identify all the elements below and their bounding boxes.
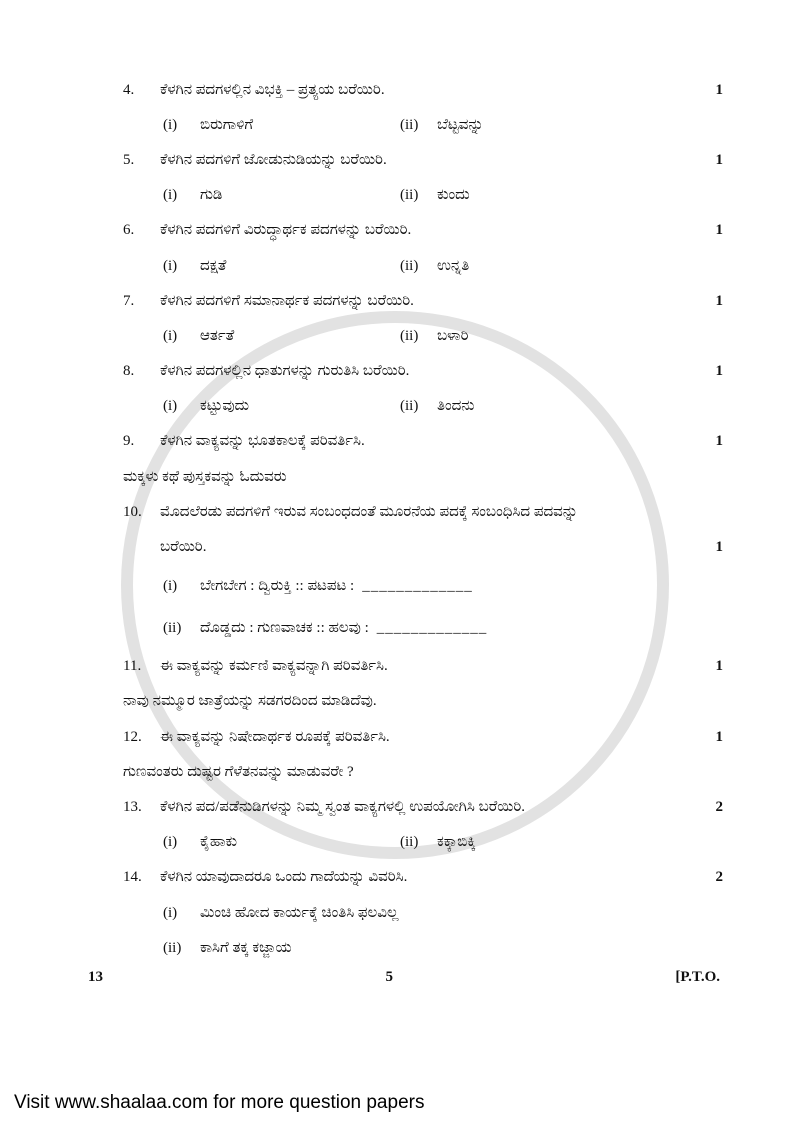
option-text: ಬಿರುಗಾಳಿಗೆ (200, 116, 254, 133)
item-label: (ii) (163, 939, 182, 956)
option-label: (i) (163, 398, 178, 415)
option-text: ಕೈಹಾಕು (200, 834, 238, 851)
question-number: 10. (123, 503, 142, 520)
question-sentence: ನಾವು ನಮ್ಮೂರ ಜಾತ್ರೆಯನ್ನು ಸಡಗರದಿಂದ ಮಾಡಿದೆವು. (123, 693, 377, 710)
question-row (123, 719, 723, 754)
option-text: ಕುಂದು (437, 187, 470, 204)
item-text: ಬೇಗಬೇಗ : ದ್ವಿರುಕ್ತಿ :: ಪಟಪಟ : (200, 577, 355, 594)
question-marks: 1 (715, 658, 723, 675)
question-number: 13. (123, 798, 142, 815)
question-text: ಈ ವಾಕ್ಯವನ್ನು ನಿಷೇದಾರ್ಥಕ ರೂಪಕ್ಕೆ ಪರಿವರ್ತಿಸಿ. (160, 728, 390, 745)
question-text: ಕೆಳಗಿನ ಪದಗಳಲ್ಲಿನ ಧಾತುಗಳನ್ನು ಗುರುತಿಸಿ ಬರೆಯಿರಿ. (160, 363, 410, 380)
item-label: (ii) (163, 619, 182, 636)
question-text: ಕೆಳಗಿನ ಪದಗಳಿಗೆ ಸಮಾನಾರ್ಥಕ ಪದಗಳನ್ನು ಬರೆಯಿರಿ. (160, 292, 414, 309)
option-label: (i) (163, 187, 178, 204)
question-text: ಕೆಳಗಿನ ಯಾವುದಾದರೂ ಒಂದು ಗಾದೆಯನ್ನು ವಿವರಿಸಿ. (160, 869, 408, 886)
question-number: 7. (123, 292, 135, 309)
item-text: ಮಿಂಚಿ ಹೋದ ಕಾರ್ಯಕ್ಕೆ ಚಿಂತಿಸಿ ಫಲವಿಲ್ಲ (200, 904, 399, 921)
option-text: ಉನ್ನತಿ (437, 257, 470, 274)
question-marks: 1 (715, 433, 723, 450)
options-row (123, 389, 723, 424)
question-marks: 2 (715, 869, 723, 886)
sentence-row (123, 459, 723, 494)
question-marks: 1 (715, 728, 723, 745)
question-number: 14. (123, 869, 142, 886)
question-row-continued (123, 529, 723, 564)
question-number: 8. (123, 363, 135, 380)
option-text: ಬಳಾರಿ (437, 327, 469, 344)
options-row (123, 178, 723, 213)
question-marks: 1 (715, 539, 723, 556)
question-marks: 1 (715, 151, 723, 168)
item-text: ಕಾಸಿಗೆ ತಕ್ಕ ಕಜ್ಜಾಯ (200, 939, 292, 956)
options-row (123, 825, 723, 860)
question-text: ಕೆಳಗಿನ ಪದಗಳಿಗೆ ಜೋಡುನುಡಿಯನ್ನು ಬರೆಯಿರಿ. (160, 151, 387, 168)
option-label: (ii) (400, 398, 419, 415)
question-text: ಕೆಳಗಿನ ಪದಗಳಲ್ಲಿನ ವಿಭಕ್ತಿ – ಪ್ರತ್ಯಯ ಬರೆಯಿರಿ. (160, 81, 385, 98)
question-row (123, 142, 723, 177)
option-label: (i) (163, 834, 178, 851)
question-row (123, 860, 723, 895)
option-label: (ii) (400, 187, 419, 204)
option-label: (i) (163, 116, 178, 133)
question-row (123, 789, 723, 824)
option-label: (ii) (400, 116, 419, 133)
question-sentence: ಗುಣವಂತರು ದುಷ್ಟರ ಗೆಳೆತನವನ್ನು ಮಾಡುವರೇ ? (123, 763, 354, 780)
answer-blank: _____________ (376, 619, 488, 636)
question-row (123, 424, 723, 459)
question-marks: 1 (715, 222, 723, 239)
options-row (123, 248, 723, 283)
question-text: ಕೆಳಗಿನ ಪದಗಳಿಗೆ ವಿರುದ್ಧಾರ್ಥಕ ಪದಗಳನ್ನು ಬರೆಯಿರಿ. (160, 222, 412, 239)
page-number: 5 (385, 969, 393, 986)
page-footer (88, 969, 720, 986)
question-marks: 2 (715, 798, 723, 815)
question-text: ಮೊದಲೆರಡು ಪದಗಳಿಗೆ ಇರುವ ಸಂಬಂಧದಂತೆ ಮೂರನೆಯ ಪದಕ್ಕೆ ಸಂಬಂಧಿಸಿದ ಪದವನ್ನು (160, 503, 578, 520)
question-number: 12. (123, 728, 142, 745)
question-text: ಈ ವಾಕ್ಯವನ್ನು ಕರ್ಮಣಿ ವಾಕ್ಯವನ್ನಾಗಿ ಪರಿವರ್ತಿಸಿ. (160, 658, 388, 675)
option-text: ಆರ್ತತೆ (200, 327, 235, 344)
option-text: ಕಕ್ಕಾಬಿಕ್ಕಿ (437, 834, 476, 851)
question-text: ಕೆಳಗಿನ ವಾಕ್ಯವನ್ನು ಭೂತಕಾಲಕ್ಕೆ ಪರಿವರ್ತಿಸಿ. (160, 433, 365, 450)
item-text: ದೊಡ್ಡದು : ಗುಣವಾಚಕ :: ಹಲವು : (200, 619, 369, 636)
options-row (123, 318, 723, 353)
option-label: (i) (163, 327, 178, 344)
question-number: 9. (123, 433, 135, 450)
sentence-row (123, 684, 723, 719)
question-row (123, 649, 723, 684)
option-text: ಕಟ್ಟುವುದು (200, 398, 250, 415)
question-number: 4. (123, 81, 135, 98)
item-row (123, 895, 723, 930)
pto-label: [P.T.O. (675, 969, 720, 986)
options-row (123, 107, 723, 142)
question-number: 5. (123, 151, 135, 168)
question-number: 6. (123, 222, 135, 239)
question-text-continued: ಬರೆಯಿರಿ. (160, 539, 207, 556)
question-row (123, 354, 723, 389)
question-paper-page (88, 72, 723, 986)
option-text: ಗುಡಿ (200, 187, 223, 204)
paper-code: 13 (88, 969, 103, 986)
option-text: ತಿಂದನು (437, 398, 475, 415)
answer-blank: _____________ (362, 577, 473, 594)
question-row (123, 283, 723, 318)
question-marks: 1 (715, 363, 723, 380)
question-row (123, 494, 723, 529)
question-sentence: ಮಕ್ಕಳು ಕಥೆ ಪುಸ್ತಕವನ್ನು ಓದುವರು (123, 468, 287, 485)
question-row (123, 72, 723, 107)
option-label: (ii) (400, 257, 419, 274)
option-label: (i) (163, 257, 178, 274)
item-row (123, 607, 723, 649)
option-text: ದಕ್ಷತೆ (200, 257, 227, 274)
question-row (123, 213, 723, 248)
item-label: (i) (163, 904, 178, 921)
question-number: 11. (123, 658, 142, 675)
item-row (123, 930, 723, 965)
option-label: (ii) (400, 327, 419, 344)
question-marks: 1 (715, 292, 723, 309)
visit-shaalaa-footer: Visit www.shaalaa.com for more question papers (14, 1092, 425, 1113)
sentence-row (123, 754, 723, 789)
item-row (123, 565, 723, 607)
question-marks: 1 (715, 81, 723, 98)
option-text: ಬೆಟ್ಟವನ್ನು (437, 116, 484, 133)
option-label: (ii) (400, 834, 419, 851)
item-label: (i) (163, 577, 178, 594)
question-text: ಕೆಳಗಿನ ಪದ/ಪಡೆನುಡಿಗಳನ್ನು ನಿಮ್ಮ ಸ್ವಂತ ವಾಕ್ಯಗಳಲ್ಲಿ ಉಪಯೋಗಿಸಿ ಬರೆಯಿರಿ. (160, 798, 526, 815)
